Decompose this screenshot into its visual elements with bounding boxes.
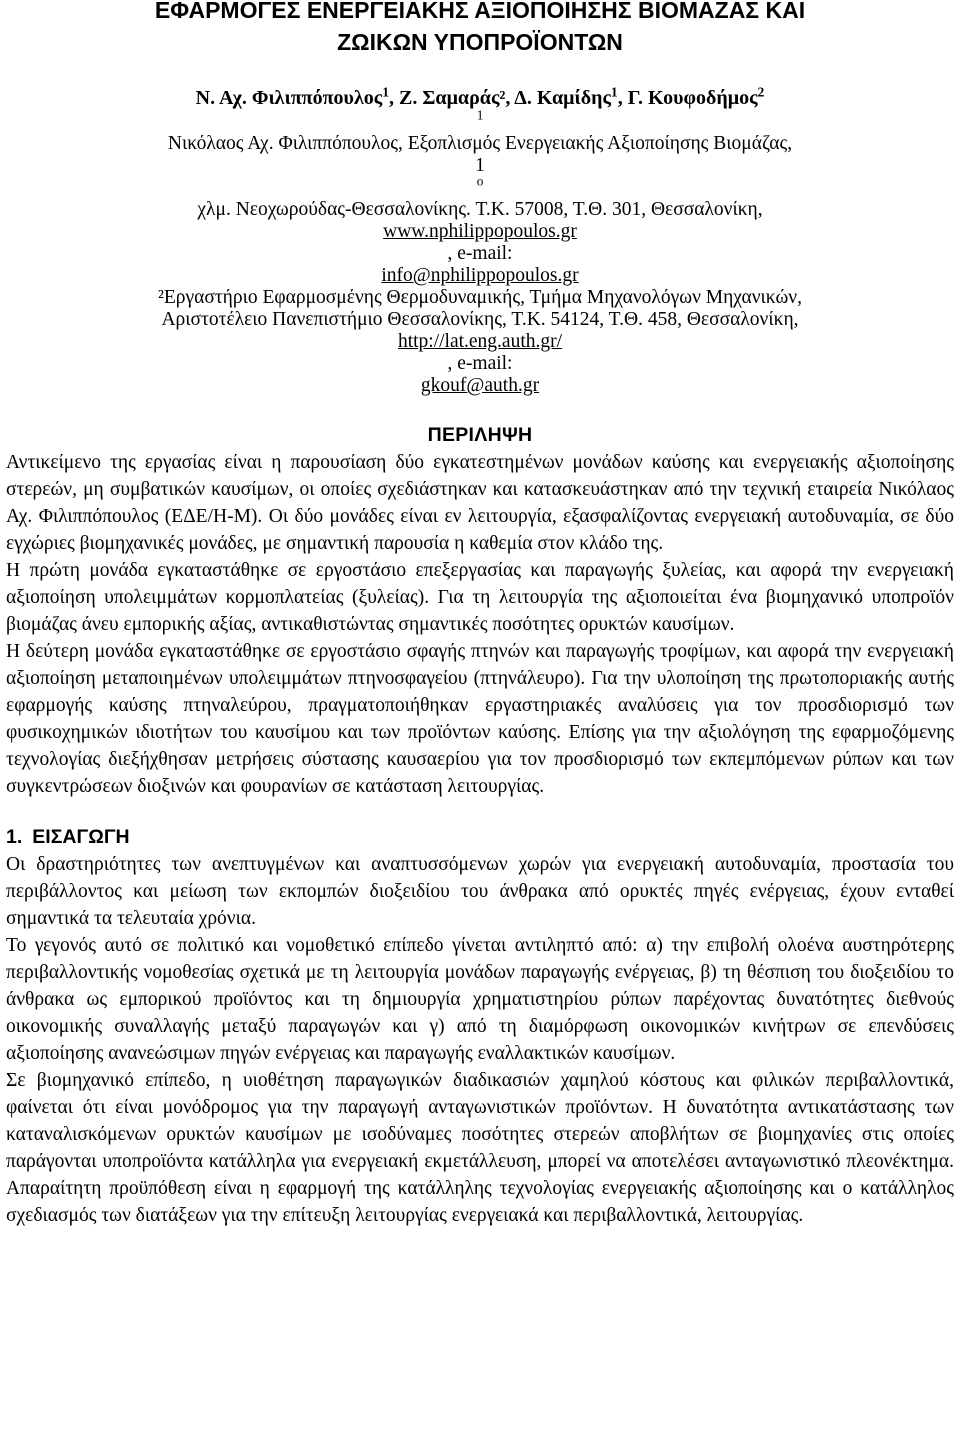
paper-title-line-1: ΕΦΑΡΜΟΓΕΣ ΕΝΕΡΓΕΙΑΚΗΣ ΑΞΙΟΠΟΙΗΣΗΣ ΒΙΟΜΑΖΑΣ ΚΑΙ	[154, 0, 806, 23]
abstract-paragraph-2: Η πρώτη μονάδα εγκαταστάθηκε σε εργοστάσιο επεξεργασίας και παραγωγής ξυλείας, και αφορά την ενεργειακή αξιοποίηση υπολειμμάτων κορμοπλατείας (ξυλείας). Για τη λειτουργία της αξιοποιείται ένα βιομηχανικό υποπροϊόν βιομάζας άνευ εμπορικής αξίας, αντικαθιστώντας σημαντικές ποσότητες ορυκτών καυσίμων.	[6, 560, 954, 635]
section-1-heading	[6, 824, 954, 851]
section-1-title: ΕΙΣΑΓΩΓΗ	[32, 826, 130, 848]
abstract-paragraph-1: Αντικείμενο της εργασίας είναι η παρουσίαση δύο εγκατεστημένων μονάδων καύσης και ενεργειακής αξιοποίησης στερεών, μη συμβατικών καυσίμων, οι οποίες σχεδιάστηκαν και κατασκευάστηκαν από την τεχνική εταιρεία Νικόλαος Αχ. Φιλιππόπουλος (ΕΔΕ/Η-Μ). Οι δύο μονάδες είναι εν λειτουργία, εξασφαλίζοντας ενεργειακή αυτοδυναμία, σε δύο εγχώριες βιομηχανικές μονάδες, με σημαντική παρουσία η καθεμία στον κλάδο της.	[6, 452, 954, 554]
section-1-paragraph-1: Οι δραστηριότητες των ανεπτυγμένων και αναπτυσσόμενων χωρών για ενεργειακή αυτοδυναμία, προστασία του περιβάλλοντος και μείωση των εκπομπών διοξειδίου του άνθρακα από ορυκτές πηγές ενέργειας, έχουν ενταθεί σημαντικά τα τελευταία χρόνια.	[6, 854, 954, 929]
affiliation-1-line-1	[6, 107, 954, 155]
affiliation-2-email-label: , e-mail:	[447, 353, 513, 374]
affiliation-2-email-link[interactable]: gkouf@auth.gr	[420, 375, 540, 396]
affiliation-1-email-link[interactable]: info@nphilippopoulos.gr	[381, 265, 579, 286]
affiliation-1-line-3	[6, 221, 954, 287]
affiliation-2	[6, 287, 954, 397]
author-2: , Ζ. Σαμαράς²	[389, 87, 506, 109]
abstract-heading: ΠΕΡΙΛΗΨΗ	[427, 424, 533, 446]
affiliation-1-km-number: 1	[475, 155, 485, 176]
author-1-affiliation-mark: 1	[382, 84, 389, 100]
affiliation-1-ordinal-mark: ο	[476, 173, 484, 189]
affiliation-1-email-label: , e-mail:	[447, 243, 513, 264]
affiliation-2-line-1: ²Εργαστήριο Εφαρμοσμένης Θερμοδυναμικής, Τμήμα Μηχανολόγων Μηχανικών,	[158, 287, 802, 308]
section-1-paragraph-3: Σε βιομηχανικό επίπεδο, η υιοθέτηση παραγωγικών διαδικασιών χαμηλού κόστους και φιλικών περιβαλλοντικά, φαίνεται ότι είναι μονόδρομος για την παραγωγή ανταγωνιστικών προϊόντων. Η δυνατότητα αντικατάστασης των καταναλισκόμενων ορυκτών καυσίμων με ισοδύναμες ποσότητες στερεών αποβλήτων σε βιομηχανίες στις οποίες παράγονται υποπροϊόντα κατάλληλα για ενεργειακή εκμετάλλευση, μπορεί να αποτελέσει ανταγωνιστικό πλεονέκτημα. Απαραίτητη προϋπόθεση είναι η εφαρμογή της κατάλληλης τεχνολογίας ενεργειακής αξιοποίησης και ο κατάλληλος σχεδιασμός των διατάξεων για την επίτευξη λειτουργίας ενεργειακά και περιβαλλοντικά, λειτουργίας.	[6, 1070, 954, 1226]
affiliation-1-text: Νικόλαος Αχ. Φιλιππόπουλος, Εξοπλισμός Ενεργειακής Αξιοποίησης Βιομάζας,	[167, 133, 793, 154]
paper-title-line-2: ΖΩΙΚΩΝ ΥΠΟΠΡΟΪΟΝΤΩΝ	[337, 29, 623, 55]
author-1: Ν. Αχ. Φιλιππόπουλος	[195, 87, 383, 109]
author-3-affiliation-mark: 1	[610, 84, 618, 100]
affiliation-1-line-2	[6, 155, 954, 221]
author-4-affiliation-mark: 2	[757, 84, 765, 100]
affiliation-2-website-link[interactable]: http://lat.eng.auth.gr/	[397, 331, 563, 352]
author-4: , Γ. Κουφοδήμος	[617, 87, 758, 109]
affiliation-2-line-3	[6, 331, 954, 397]
abstract-paragraph-3: Η δεύτερη μονάδα εγκαταστάθηκε σε εργοστάσιο σφαγής πτηνών και παραγωγής τροφίμων, και αφορά την ενεργειακή αξιοποίηση μεταποιημένων υπολειμμάτων πτηνοσφαγείου (πτηνάλευρο). Για την υλοποίηση της πρωτοποριακής αυτής εφαρμογής καύσης πτηναλεύρου, πραγματοποιήθηκαν εργαστηριακές αναλύσεις για τον προσδιορισμό των φυσικοχημικών ιδιοτήτων του καυσίμου και των προϊόντων καύσης. Επίσης για την αξιολόγηση της εφαρμοζόμενης τεχνολογίας διεξήχθησαν μετρήσεις σύστασης καυσαερίου για τον προσδιορισμό των εκπεμπόμενων ρύπων και των συγκεντρώσεων διοξινών και φουρανίων σε κατάσταση λειτουργίας.	[6, 641, 954, 797]
author-3: , Δ. Καμίδης	[505, 87, 611, 109]
section-1-paragraph-2: Το γεγονός αυτό σε πολιτικό και νομοθετικό επίπεδο γίνεται αντιληπτό από: α) την επιβολή ολοένα αυστηρότερης περιβαλλοντικής νομοθεσίας σχετικά με τη λειτουργία μονάδων παραγωγής ενέργειας, β) τη θέσπιση του διοξειδίου το άνθρακα ως εμπορικού προϊόντος και τη δημιουργία χρηματιστηρίου ρύπων παρέχοντας δυνατότητες διεθνούς οικονομικής συναλλαγής μεταξύ παραγωγών και γ) από τη διαμόρφωση οικονομικών κινήτρων σε επενδύσεις αξιοποίησης ανανεώσιμων πηγών ενέργειας και παραγωγής εναλλακτικών καυσίμων.	[6, 935, 954, 1064]
affiliation-2-line-2: Αριστοτέλειο Πανεπιστήμιο Θεσσαλονίκης, Τ.Κ. 54124, Τ.Θ. 458, Θεσσαλονίκη,	[161, 309, 799, 330]
affiliation-1	[6, 107, 954, 287]
affiliation-1-mark: 1	[476, 107, 484, 123]
section-1-number: 1.	[6, 826, 23, 848]
affiliation-1-website-link[interactable]: www.nphilippopoulos.gr	[383, 221, 577, 242]
affiliation-1-address: χλμ. Νεοχωρούδας-Θεσσαλονίκης. Τ.Κ. 57008, Τ.Θ. 301, Θεσσαλονίκη,	[197, 199, 763, 220]
paper-title	[6, 0, 954, 58]
